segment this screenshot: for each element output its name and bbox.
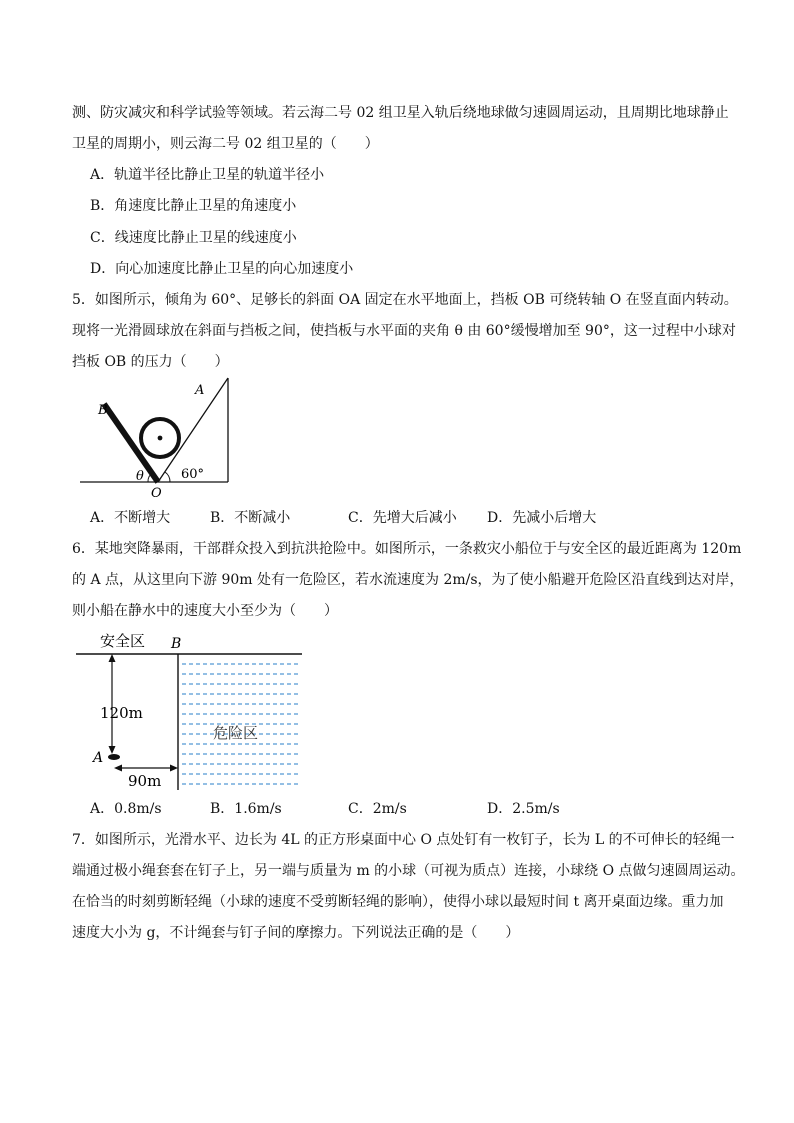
- q6-text-line-2: 的 A 点，从这里向下游 90m 处有一危险区，若水流速度为 2m/s，为了使小船避开危险区沿直线到达对岸，: [72, 572, 744, 588]
- label-o: O: [151, 486, 162, 500]
- q7-text-line-2: 端通过极小绳套套在钉子上，另一端与质量为 m 的小球（可视为质点）连接，小球绕 O 点做匀速圆周运动。: [72, 863, 745, 879]
- q6-text-line-1: 6．某地突降暴雨，干部群众投入到抗洪抢险中。如图所示，一条救灾小船位于与安全区的最近距离为 120m: [72, 541, 742, 557]
- q5-option-b: B．不断减小: [210, 510, 291, 526]
- label-a: A: [93, 750, 104, 766]
- q7-text-line-3: 在恰当的时刻剪断轻绳（小球的速度不受剪断轻绳的影响），使得小球以最短时间 t 离开桌面边缘。重力加: [72, 894, 724, 910]
- q7-text-line-4: 速度大小为 g，不计绳套与钉子间的摩擦力。下列说法正确的是（ ）: [72, 925, 520, 941]
- distance-90m-label: 90m: [128, 772, 162, 790]
- q6-option-c: C．2m/s: [348, 801, 407, 817]
- q4-option-b: B．角速度比静止卫星的角速度小: [90, 198, 297, 214]
- label-60-degrees: 60°: [181, 467, 205, 482]
- label-theta: θ: [136, 469, 144, 484]
- q4-option-a: A．轨道半径比静止卫星的轨道半径小: [90, 167, 325, 183]
- q4-option-d: D．向心加速度比静止卫星的向心加速度小: [90, 261, 354, 277]
- q6-text-line-3: 则小船在静水中的速度大小至少为（ ）: [72, 603, 338, 619]
- q5-text-line-2: 现将一光滑圆球放在斜面与挡板之间，使挡板与水平面的夹角 θ 由 60°缓慢增加至 90°，这一过程中小球对: [72, 323, 736, 339]
- q6-option-b: B．1.6m/s: [210, 801, 282, 817]
- danger-zone-label: 危险区: [213, 724, 259, 742]
- q4-text-line-1: 测、防灾减灾和科学试验等领域。若云海二号 02 组卫星入轨后绕地球做匀速圆周运动，且周期比地球静止: [72, 105, 729, 121]
- boat-icon: [108, 754, 120, 760]
- label-b: B: [98, 403, 108, 418]
- q5-text-line-3: 挡板 OB 的压力（ ）: [72, 354, 229, 370]
- q4-text-line-2: 卫星的周期小，则云海二号 02 组卫星的（ ）: [72, 136, 379, 152]
- q5-option-d: D．先减小后增大: [487, 510, 597, 526]
- angle-60-arc: [165, 472, 170, 482]
- label-a: A: [195, 383, 205, 398]
- q5-option-a: A．不断增大: [90, 510, 171, 526]
- q7-text-line-1: 7．如图所示，光滑水平、边长为 4L 的正方形桌面中心 O 点处钉有一枚钉子，长为 L 的不可伸长的轻绳一: [72, 832, 735, 848]
- q5-incline-diagram: [78, 374, 238, 500]
- ball-center: [158, 436, 163, 441]
- safe-zone-label: 安全区: [100, 632, 146, 650]
- distance-120m-label: 120m: [100, 704, 143, 722]
- label-b: B: [171, 636, 182, 652]
- q4-option-c: C．线速度比静止卫星的线速度小: [90, 230, 297, 246]
- q6-option-d: D．2.5m/s: [487, 801, 560, 817]
- q5-text-line-1: 5．如图所示，倾角为 60°、足够长的斜面 OA 固定在水平地面上，挡板 OB 可绕转轴 O 在竖直面内转动。: [72, 292, 738, 308]
- q6-option-a: A．0.8m/s: [90, 801, 162, 817]
- q5-option-c: C．先增大后减小: [348, 510, 457, 526]
- q6-river-diagram: [74, 626, 306, 796]
